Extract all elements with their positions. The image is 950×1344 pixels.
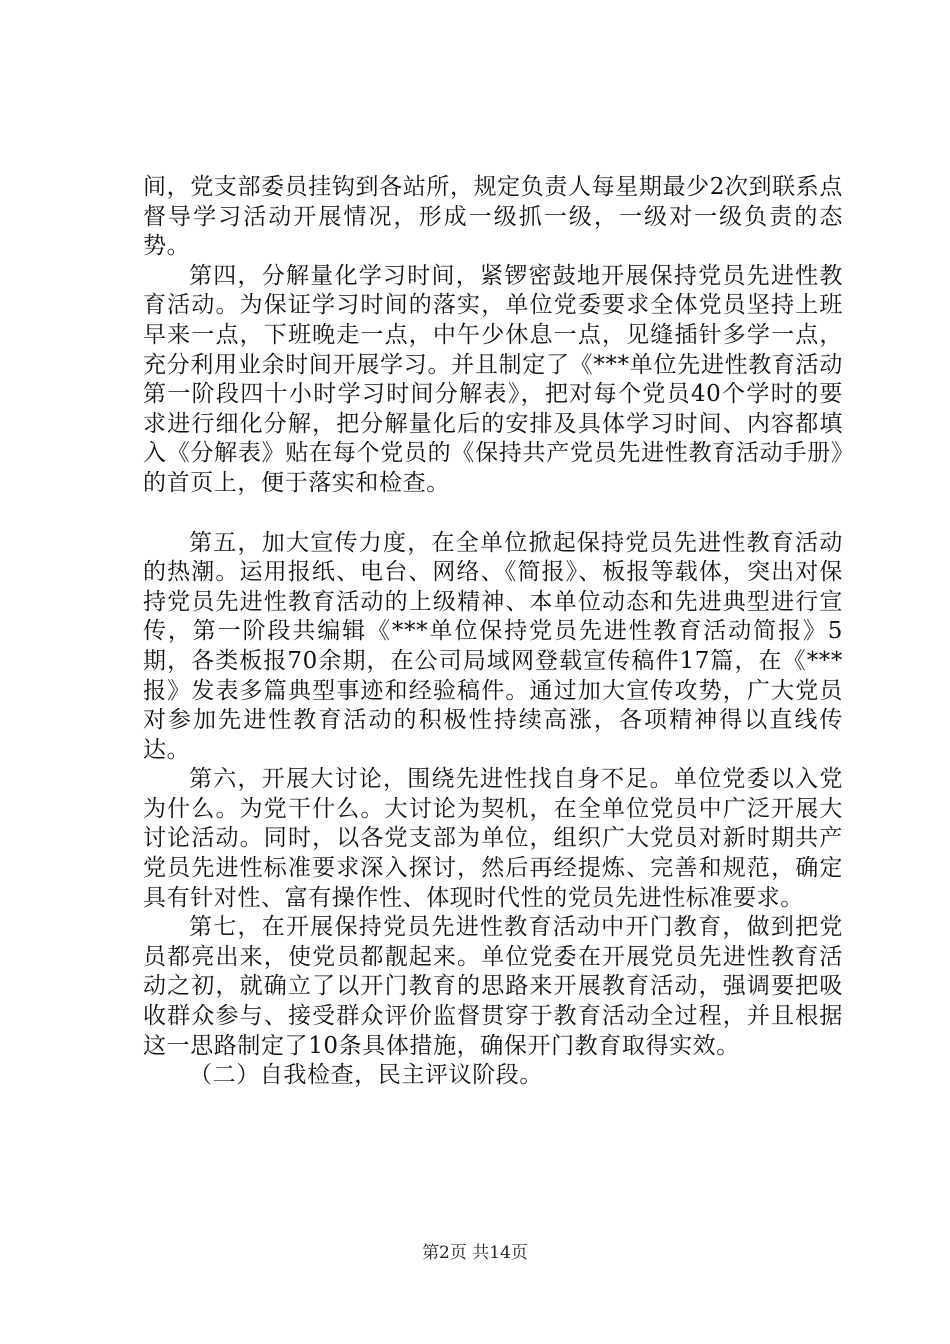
paragraph-fifth: 第五，加大宣传力度，在全单位掀起保持党员先进性教育活动的热潮。运用报纸、电台、网络、《简报》、板报等载体，突出对保持党员先进性教育活动的上级精神、本单位动态和先进典型进行宣传，第一阶段共编辑《***单位保持党员先进性教育活动简报》5期，各类板报70余期，在公司局域网登载宣传稿件17篇，在《***报》发表多篇典型事迹和经验稿件。通过加大宣传攻势，广大党员对参加先进性教育活动的积极性持续高涨，各项精神得以直线传达。	[143, 529, 843, 763]
page-number-footer: 第2页 共14页	[422, 1243, 528, 1263]
document-body	[143, 173, 843, 1091]
paragraph-sixth: 第六，开展大讨论，围绕先进性找自身不足。单位党委以入党为什么。为党干什么。大讨论为契机，在全单位党员中广泛开展大讨论活动。同时，以各党支部为单位，组织广大党员对新时期共产党员先进性标准要求深入探讨，然后再经提炼、完善和规范，确定具有针对性、富有操作性、体现时代性的党员先进性标准要求。	[143, 766, 843, 911]
paragraph-fourth: 第四，分解量化学习时间，紧锣密鼓地开展保持党员先进性教育活动。为保证学习时间的落实，单位党委要求全体党员坚持上班早来一点，下班晚走一点，中午少休息一点，见缝插针多学一点，充分利用业余时间开展学习。并且制定了《***单位先进性教育活动第一阶段四十小时学习时间分解表》，把对每个党员40个学时的要求进行细化分解，把分解量化后的安排及具体学习时间、内容都填入《分解表》贴在每个党员的《保持共产党员先进性教育活动手册》的首页上，便于落实和检查。	[143, 262, 843, 496]
paragraph-seventh: 第七，在开展保持党员先进性教育活动中开门教育，做到把党员都亮出来，使党员都靓起来。单位党委在开展党员先进性教育活动之初，就确立了以开门教育的思路来开展教育活动，强调要把吸收群众参与、接受群众评价监督贯穿于教育活动全过程，并且根据这一思路制定了10条具体措施，确保开门教育取得实效。	[143, 914, 843, 1059]
paragraph-spacer	[143, 499, 843, 529]
section-heading-two: （二）自我检查，民主评议阶段。	[189, 1062, 543, 1089]
paragraph-continuation: 间，党支部委员挂钩到各站所，规定负责人每星期最少2次到联系点督导学习活动开展情况，形成一级抓一级，一级对一级负责的态势。	[143, 174, 843, 260]
